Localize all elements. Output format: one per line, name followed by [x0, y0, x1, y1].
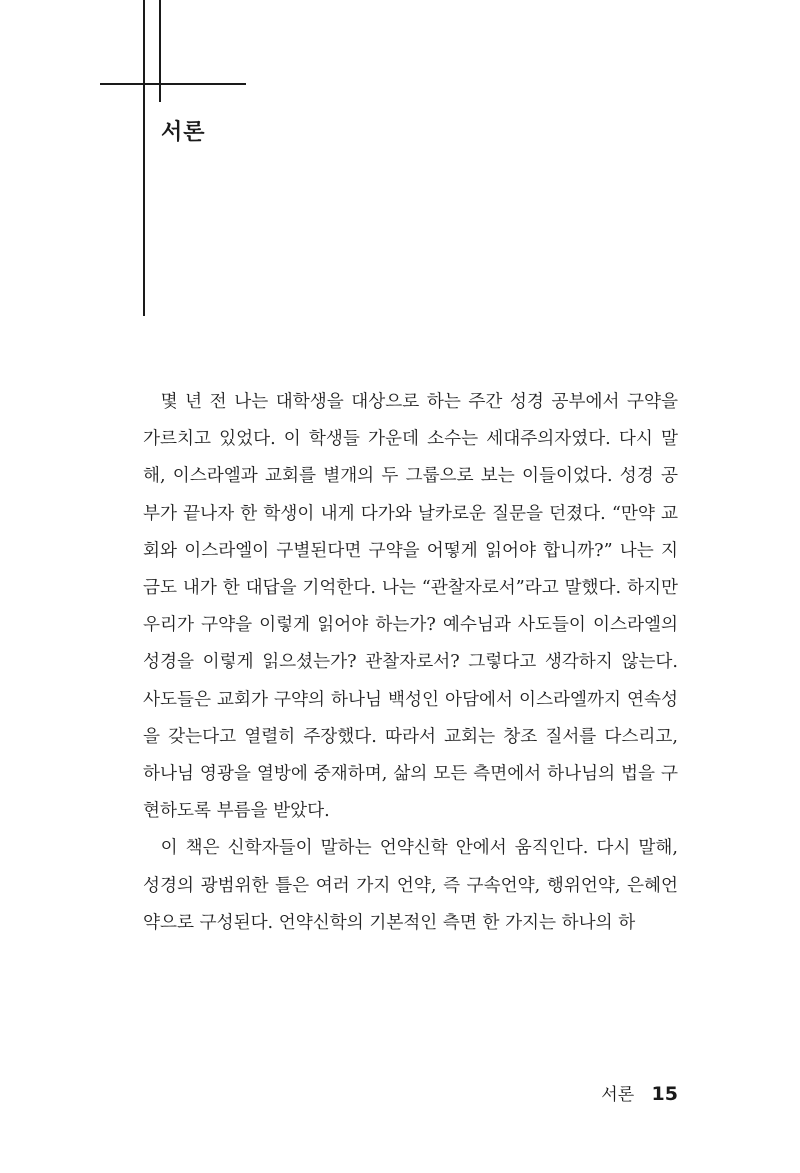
page-number: 15 [651, 1083, 678, 1105]
paragraph-1: 몇 년 전 나는 대학생을 대상으로 하는 주간 성경 공부에서 구약을 가르치고 있었다. 이 학생들 가운데 소수는 세대주의자였다. 다시 말해, 이스라엘과 교회를 별개의 두 그룹으로 보는 이들이었다. 성경 공부가 끝나자 한 학생이 내게 다가와 날카로운 질문을 던졌다. “만약 교회와 이스라엘이 구별된다면 구약을 어떻게 읽어야 합니까?” 나는 지금도 내가 한 대답을 기억한다. 나는 “관찰자로서”라고 말했다. 하지만 우리가 구약을 이렇게 읽어야 하는가? 예수님과 사도들이 이스라엘의 성경을 이렇게 읽으셨는가? 관찰자로서? 그렇다고 생각하지 않는다. 사도들은 교회가 구약의 하나님 백성인 아담에서 이스라엘까지 연속성을 갖는다고 열렬히 주장했다. 따라서 교회는 창조 질서를 다스리고, 하나님 영광을 열방에 중재하며, 삶의 모든 측면에서 하나님의 법을 구현하도록 부름을 받았다. [143, 392, 678, 822]
page-footer [601, 1080, 678, 1105]
horizontal-rule [100, 83, 246, 85]
chapter-title: 서론 [161, 120, 206, 145]
running-footer-label: 서론 [601, 1085, 635, 1105]
body-text [143, 384, 678, 942]
vertical-rule-long [143, 0, 145, 316]
paragraph-2: 이 책은 신학자들이 말하는 언약신학 안에서 움직인다. 다시 말해, 성경의 광범위한 틀은 여러 가지 언약, 즉 구속언약, 행위언약, 은혜언약으로 구성된다. 언약신학의 기본적인 측면 한 가지는 하나의 하 [143, 838, 678, 933]
vertical-rule-short [159, 0, 161, 102]
